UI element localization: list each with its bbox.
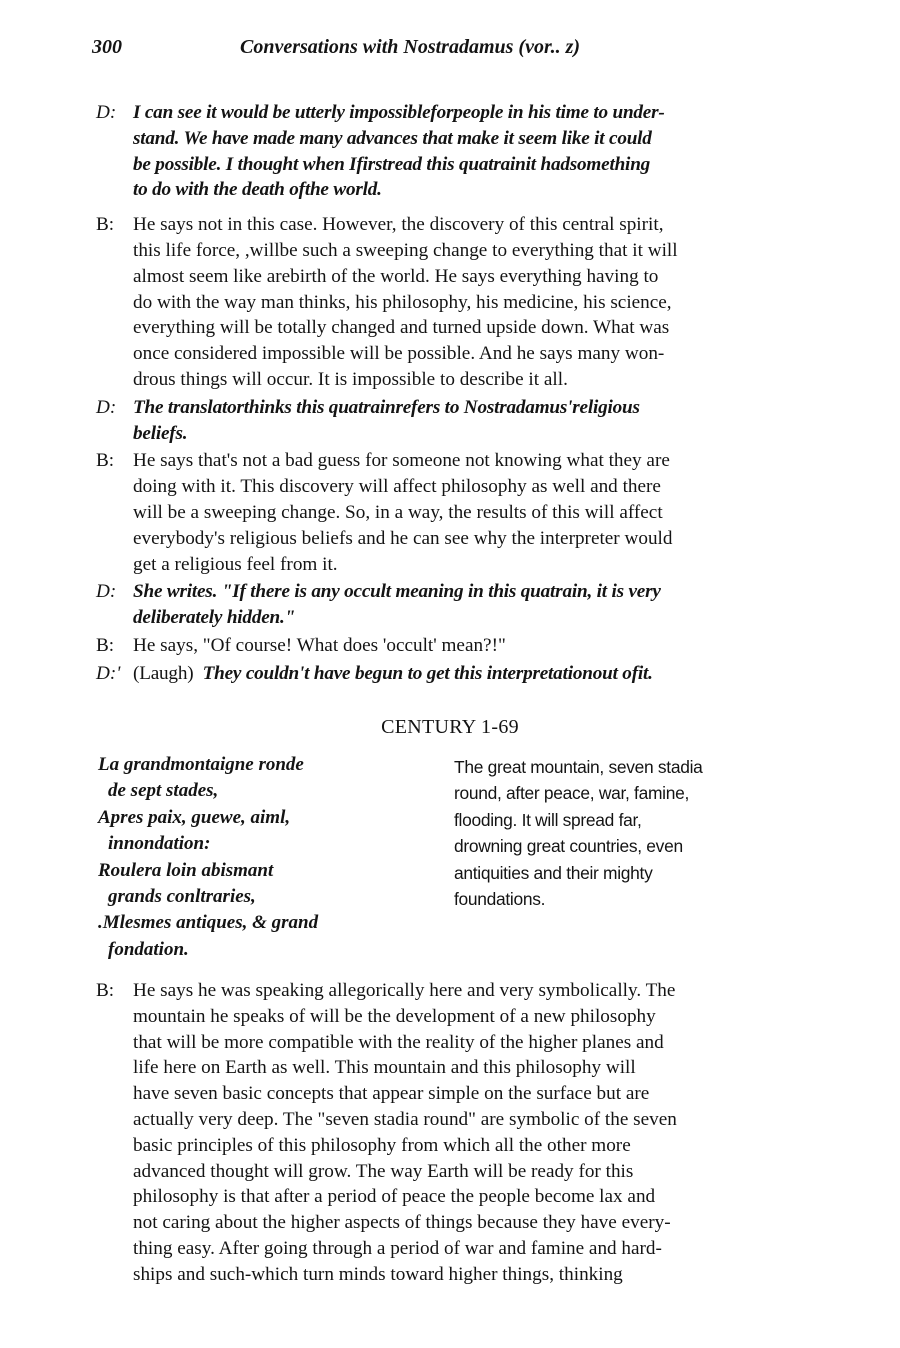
text-line: actually very deep. The "seven stadia round" are symbolic of the seven: [133, 1108, 677, 1130]
text-line: advanced thought will grow. The way Earth will be ready for this: [133, 1160, 634, 1182]
text-line: be possible. I thought when Ifirstread this quatrainit hadsomething: [133, 153, 651, 175]
text-fragment: They couldn't have begun to get this interpretationout ofit.: [202, 662, 653, 684]
entry-text: [133, 661, 808, 687]
entry-text: [133, 633, 808, 659]
english-line: antiquities and their mighty: [454, 862, 653, 883]
english-line: drowning great countries, even: [454, 836, 683, 857]
text-line: mountain he speaks of will be the development of a new philosophy: [133, 1005, 656, 1027]
text-line: She writes. "If there is any occult meaning in this quatrain, it is very: [133, 581, 661, 603]
text-line: stand. We have made many advances that make it seem like it could: [133, 127, 652, 149]
speaker-label: D:': [96, 662, 121, 684]
running-title: Conversations with Nostradamus (vor.. z): [240, 36, 581, 58]
text-line: He says, "Of course! What does 'occult' mean?!": [133, 634, 506, 656]
english-line: round, after peace, war, famine,: [454, 783, 689, 804]
text-line: everything will be totally changed and turned upside down. What was: [133, 317, 670, 339]
entry-text: [133, 100, 808, 203]
text-line: once considered impossible will be possible. And he says many won-: [133, 343, 665, 365]
text-line: He says that's not a bad guess for someone not knowing what they are: [133, 450, 670, 472]
entry-text: [133, 212, 808, 393]
text-line: drous things will occur. It is impossible to describe it all.: [133, 368, 568, 390]
french-line: innondation:: [108, 833, 211, 855]
english-line: foundations.: [454, 889, 546, 910]
dialogue-entry: [96, 212, 808, 393]
text-line: this life force, ,willbe such a sweeping change to everything that it will: [133, 239, 678, 261]
text-line: doing with it. This discovery will affect philosophy as well and there: [133, 476, 661, 498]
french-line: Apres paix, guewe, aiml,: [98, 806, 291, 828]
speaker-label: B:: [96, 634, 115, 656]
text-line: will be a sweeping change. So, in a way, the results of this will affect: [133, 501, 663, 523]
french-line: .Mlesmes antiques, & grand: [98, 912, 319, 934]
quatrain-english: [454, 754, 814, 912]
dialogue-entry: [96, 661, 808, 687]
entry-text: [133, 448, 808, 577]
text-line: He says he was speaking allegorically here and very symbolically. The: [133, 980, 676, 1001]
text-line: philosophy is that after a period of peace the people become lax and: [133, 1186, 656, 1208]
speaker-label: B:: [96, 450, 115, 472]
text-line: I can see it would be utterly impossibleforpeople in his time to under-: [133, 102, 665, 123]
entry-text: [133, 395, 808, 447]
dialogue-entry: [96, 579, 808, 631]
entry-text: [133, 978, 808, 1288]
text-line: have seven basic concepts that appear simple on the surface but are: [133, 1083, 650, 1105]
text-line: get a religious feel from it.: [133, 553, 338, 575]
text-line: He says not in this case. However, the discovery of this central spirit,: [133, 214, 664, 236]
dialogue-entry: [96, 978, 808, 1288]
english-line: flooding. It will spread far,: [454, 809, 642, 830]
text-line: deliberately hidden.": [133, 607, 296, 629]
french-line: Roulera loin abismant: [98, 859, 274, 881]
dialogue-entry: [96, 395, 808, 447]
dialogue-entry: [96, 448, 808, 577]
laugh-note: (Laugh): [133, 662, 194, 684]
text-line: everybody's religious beliefs and he can see why the interpreter would: [133, 527, 673, 549]
speaker-label: D:: [96, 396, 117, 418]
text-line: to do with the death ofthe world.: [133, 179, 382, 201]
speaker-label: B:: [96, 214, 115, 236]
text-line: thing easy. After going through a period of war and famine and hard-: [133, 1237, 662, 1259]
page-number: 300: [92, 36, 122, 58]
text-line: beliefs.: [133, 422, 188, 444]
text-line: do with the way man thinks, his philosophy, his medicine, his science,: [133, 291, 672, 313]
quatrain-french: [98, 752, 428, 963]
dialogue-entry: [96, 633, 808, 659]
text-line: life here on Earth as well. This mountain and this philosophy will: [133, 1057, 636, 1079]
french-line: grands conltraries,: [108, 886, 256, 908]
text-line: not caring about the higher aspects of things because they have every-: [133, 1212, 671, 1234]
french-line: fondation.: [108, 938, 189, 960]
speaker-label: B:: [96, 980, 115, 1001]
dialogue-top: [96, 100, 808, 687]
entry-text: [133, 579, 808, 631]
speaker-label: D:: [96, 102, 117, 123]
text-line: [133, 661, 808, 687]
dialogue-bottom: [96, 978, 808, 1288]
text-line: that will be more compatible with the reality of the higher planes and: [133, 1031, 664, 1053]
century-heading: CENTURY 1-69: [381, 716, 519, 738]
english-line: The great mountain, seven stadia: [454, 757, 703, 777]
french-line: La grandmontaigne ronde: [98, 754, 304, 775]
quatrain: [98, 752, 818, 972]
text-line: basic principles of this philosophy from which all the other more: [133, 1134, 631, 1156]
french-line: de sept stades,: [108, 780, 219, 802]
page-header: [92, 36, 812, 66]
speaker-label: D:: [96, 581, 117, 603]
text-line: almost seem like arebirth of the world. He says everything having to: [133, 265, 659, 287]
dialogue-entry: [96, 100, 808, 203]
text-line: ships and such-which turn minds toward higher things, thinking: [133, 1263, 623, 1285]
text-line: The translatorthinks this quatrainrefers to Nostradamus'religious: [133, 396, 640, 418]
